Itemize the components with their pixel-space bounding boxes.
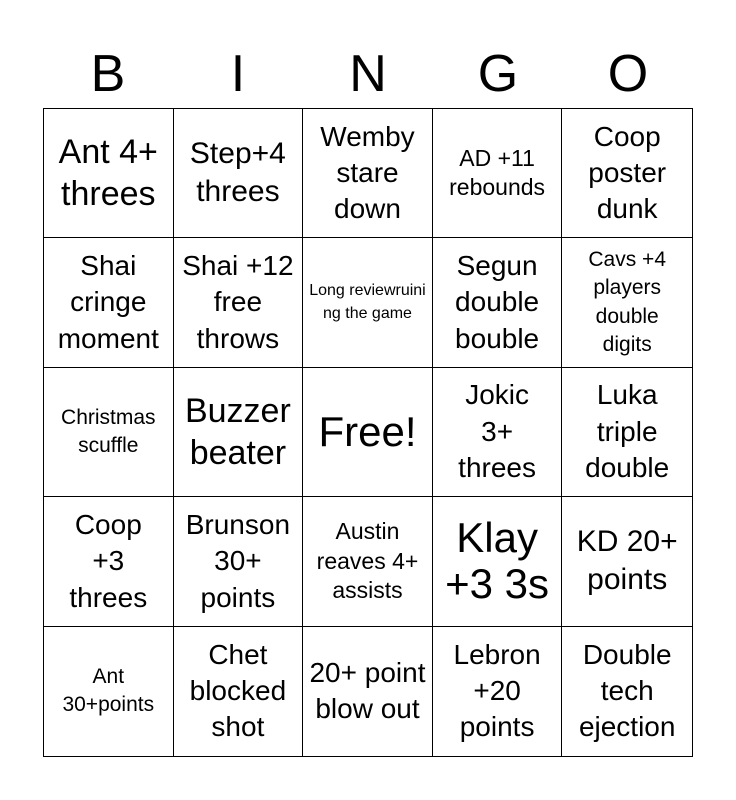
bingo-cell[interactable] [174,497,304,626]
bingo-grid [43,108,693,757]
bingo-cell[interactable] [562,627,692,756]
bingo-cell[interactable] [44,497,174,626]
cell-text: Step+4 threes [189,136,286,209]
cell-text: Buzzer beater [184,391,291,472]
cell-text: Cavs +4 players double digits [588,247,666,356]
cell-text: Free! [318,407,417,455]
bingo-cell[interactable] [433,368,563,497]
bingo-header [43,40,693,108]
bingo-cell[interactable] [303,627,433,756]
bingo-cell[interactable] [562,368,692,497]
cell-text: Coop poster dunk [588,120,667,225]
cell-text: Brunson 30+ points [185,508,291,613]
bingo-cell[interactable] [303,238,433,367]
bingo-cell[interactable] [303,109,433,238]
cell-text: Klay +3 3s [445,514,550,608]
cell-text: Luka triple double [585,379,670,484]
cell-text: 20+ point blow out [309,656,426,725]
cell-text: Christmas scuffle [61,405,156,457]
bingo-cell[interactable] [433,109,563,238]
bingo-cell[interactable] [562,497,692,626]
bingo-cell[interactable] [174,627,304,756]
bingo-cell[interactable] [433,238,563,367]
bingo-cell[interactable] [303,368,433,497]
bingo-cell[interactable] [433,497,563,626]
cell-text: Shai cringe moment [57,250,159,354]
header-letter-i: I [230,45,246,103]
bingo-cell[interactable] [174,109,304,238]
cell-text: AD +11 rebounds [449,144,546,201]
bingo-cell[interactable] [433,627,563,756]
bingo-cell[interactable] [44,109,174,238]
header-letter-g: G [477,45,519,103]
cell-text: Jokic 3+ threes [458,379,536,484]
bingo-cell[interactable] [44,627,174,756]
cell-text: Double tech ejection [578,638,676,743]
bingo-cell[interactable] [174,368,304,497]
cell-text: Shai +12 free throws [182,250,294,354]
bingo-cell[interactable] [44,368,174,497]
cell-text: KD 20+ points [576,525,678,597]
cell-text: Ant 4+ threes [58,133,158,214]
bingo-cell[interactable] [562,238,692,367]
bingo-cell[interactable] [44,238,174,367]
header-letter-b: B [90,45,126,103]
cell-text: Wemby stare down [320,120,415,225]
bingo-cell[interactable] [303,497,433,626]
cell-text: Coop +3 threes [69,508,148,613]
cell-text: Segun double bouble [455,250,540,354]
cell-text: Austin reaves 4+ assists [316,518,419,604]
cell-text: Ant 30+points [62,664,155,717]
header-letter-o: O [607,45,649,103]
bingo-cell[interactable] [562,109,692,238]
cell-text: Lebron +20 points [453,638,541,743]
cell-text: Long reviewruining the game [309,282,426,322]
header-letter-n: N [349,45,387,103]
bingo-cell[interactable] [174,238,304,367]
cell-text: Chet blocked shot [189,638,287,743]
